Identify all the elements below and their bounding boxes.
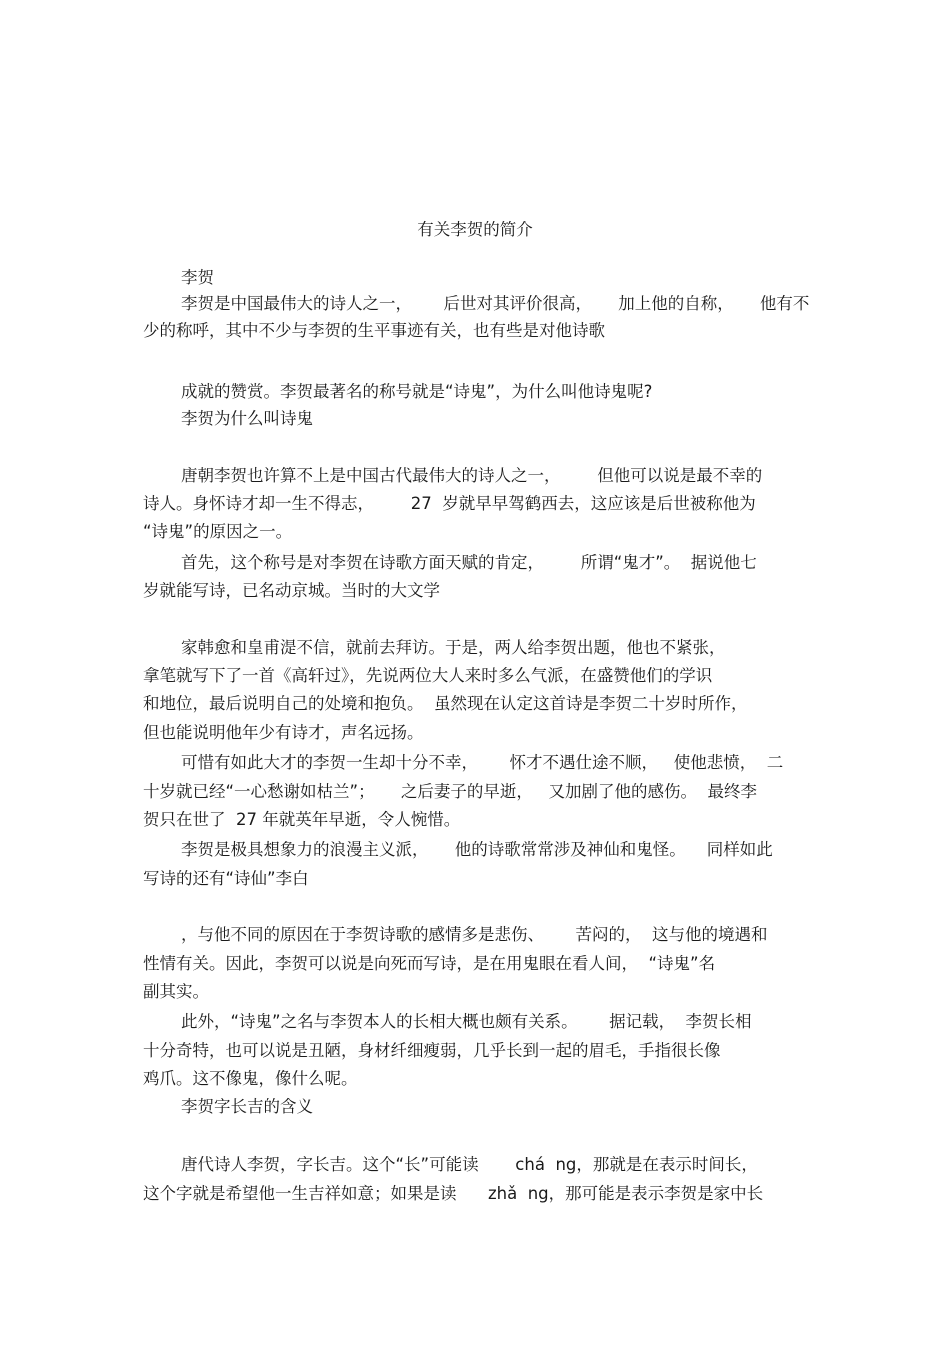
paragraph-line: 唐代诗人李贺，字长吉。这个“长”可能读 chá ng，那就是在表示时间长， [181,1155,758,1174]
section-heading: 李贺字长吉的含义 [181,1097,313,1116]
paragraph-line: 可惜有如此大才的李贺一生却十分不幸， 怀才不遇仕途不顺， 使他悲愤， 二 [181,753,784,772]
paragraph-line: 鸡爪。这不像鬼，像什么呢。 [143,1069,358,1088]
paragraph-line: 十分奇特，也可以说是丑陋，身材纤细瘦弱，几乎长到一起的眉毛，手指很长像 [143,1041,721,1060]
paragraph-line: 成就的赞赏。李贺最著名的称号就是“诗鬼”，为什么叫他诗鬼呢? [181,382,653,401]
paragraph-line: “诗鬼”的原因之一。 [143,522,293,541]
paragraph-line: 性情有关。因此，李贺可以说是向死而写诗，是在用鬼眼在看人间， “诗鬼”名 [143,954,716,973]
document-title: 有关李贺的简介 [417,220,533,239]
paragraph-line: 和地位，最后说明自己的处境和抱负。 虽然现在认定这首诗是李贺二十岁时所作， [143,694,748,713]
paragraph-line: 首先，这个称号是对李贺在诗歌方面天赋的肯定， 所谓“鬼才”。 据说他七 [181,553,757,572]
paragraph-line: ，与他不同的原因在于李贺诗歌的感情多是悲伤、 苦闷的， 这与他的境遇和 [181,925,768,944]
paragraph-line: 贺只在世了 27 年就英年早逝，令人惋惜。 [143,810,461,829]
paragraph-line: 岁就能写诗，已名动京城。当时的大文学 [143,581,440,600]
paragraph-line: 唐朝李贺也许算不上是中国古代最伟大的诗人之一， 但他可以说是最不幸的 [181,466,763,485]
paragraph-line: 十岁就已经“一心愁谢如枯兰”； 之后妻子的早逝， 又加剧了他的感伤。 最终李 [143,782,758,801]
paragraph-line: 但也能说明他年少有诗才，声名远扬。 [143,723,424,742]
paragraph-line: 此外，“诗鬼”之名与李贺本人的长相大概也颇有关系。 据记载， 李贺长相 [181,1012,752,1031]
paragraph-line: 副其实。 [143,982,209,1001]
paragraph-line: 李贺是极具想象力的浪漫主义派， 他的诗歌常常涉及神仙和鬼怪。 同样如此 [181,840,773,859]
paragraph-line: 写诗的还有“诗仙”李白 [143,869,309,888]
paragraph-line: 诗人。身怀诗才却一生不得志， 27 岁就早早驾鹤西去，这应该是后世被称他为 [143,494,756,513]
heading-li-he: 李贺 [181,268,214,287]
section-heading: 李贺为什么叫诗鬼 [181,409,313,428]
paragraph-line: 李贺是中国最伟大的诗人之一， 后世对其评价很高， 加上他的自称， 他有不 [181,294,810,313]
paragraph-line: 拿笔就写下了一首《高轩过》，先说两位大人来时多么气派，在盛赞他们的学识 [143,666,713,685]
paragraph-line: 这个字就是希望他一生吉祥如意；如果是读 zhǎ ng，那可能是表示李贺是家中长 [143,1184,764,1203]
paragraph-line: 家韩愈和皇甫湜不信，就前去拜访。于是，两人给李贺出题，他也不紧张， [181,638,726,657]
paragraph-line: 少的称呼，其中不少与李贺的生平事迹有关，也有些是对他诗歌 [143,321,605,340]
